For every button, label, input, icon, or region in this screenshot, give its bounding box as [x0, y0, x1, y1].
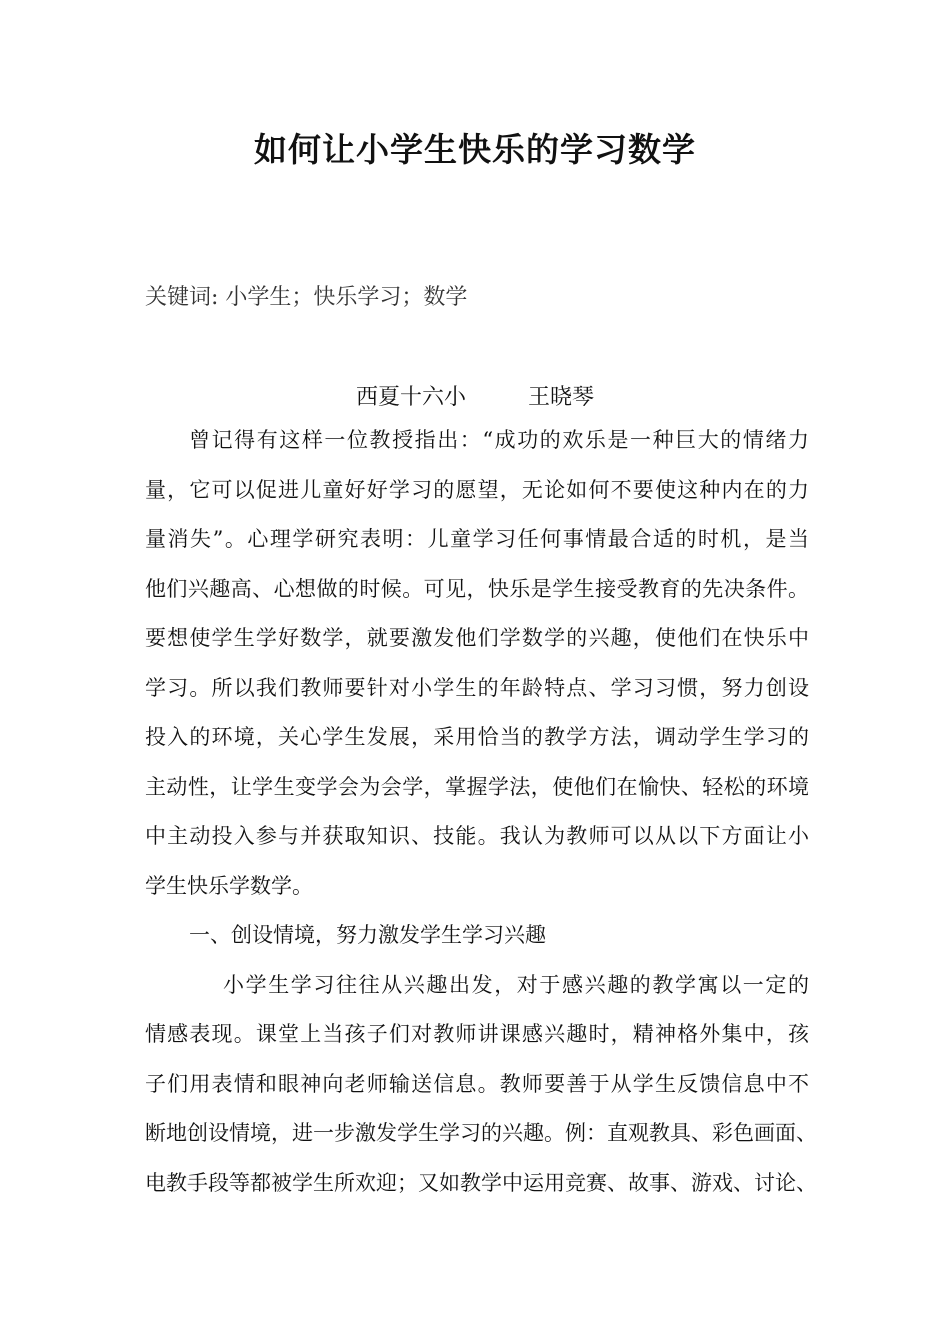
body-text [145, 420, 817, 1212]
paragraph-line: 要想使学生学好数学，就要激发他们学数学的兴趣，使他们在快乐中 [145, 626, 809, 650]
paragraph-line: 他们兴趣高、心想做的时候。可见，快乐是学生接受教育的先决条件。 [145, 576, 809, 601]
paragraph-line: 学习。所以我们教师要针对小学生的年龄特点、学习习惯，努力创设 [145, 675, 809, 700]
section-heading: 一、创设情境，努力激发学生学习兴趣 [189, 923, 546, 947]
paragraph-line: 主动性，让学生变学会为会学，掌握学法，使他们在愉快、轻松的环境 [145, 774, 809, 799]
paragraph-line: 情感表现。课堂上当孩子们对教师讲课感兴趣时，精神格外集中，孩 [145, 1022, 809, 1046]
author-name: 王晓琴 [528, 385, 595, 410]
paragraph-line: 小学生学习往往从兴趣出发，对于感兴趣的教学寓以一定的 [223, 972, 809, 997]
paragraph-line: 中主动投入参与并获取知识、技能。我认为教师可以从以下方面让小 [145, 824, 809, 848]
paragraph-line: 量消失”。心理学研究表明：儿童学习任何事情最合适的时机，是当 [145, 527, 809, 551]
paragraph-line: 子们用表情和眼神向老师输送信息。教师要善于从学生反馈信息中不 [145, 1071, 809, 1096]
paragraph-line: 学生快乐学数学。 [145, 873, 313, 898]
paragraph-line: 电教手段等都被学生所欢迎；又如教学中运用竞赛、故事、游戏、讨论、 [145, 1170, 817, 1195]
keywords-line: 关键词: 小学生；快乐学习；数学 [145, 285, 468, 310]
school-name: 西夏十六小 [355, 385, 466, 410]
paragraph-line: 断地创设情境，进一步激发学生学习的兴趣。例：直观教具、彩色画面、 [145, 1121, 817, 1145]
document-title: 如何让小学生快乐的学习数学 [254, 130, 696, 169]
author-line [0, 382, 950, 414]
paragraph-line: 量，它可以促进儿童好好学习的愿望，无论如何不要使这种内在的力 [145, 477, 809, 502]
paragraph-line: 曾记得有这样一位教授指出：“成功的欢乐是一种巨大的情绪力 [189, 428, 809, 452]
paragraph-line: 投入的环境，关心学生发展，采用恰当的教学方法，调动学生学习的 [145, 725, 809, 749]
